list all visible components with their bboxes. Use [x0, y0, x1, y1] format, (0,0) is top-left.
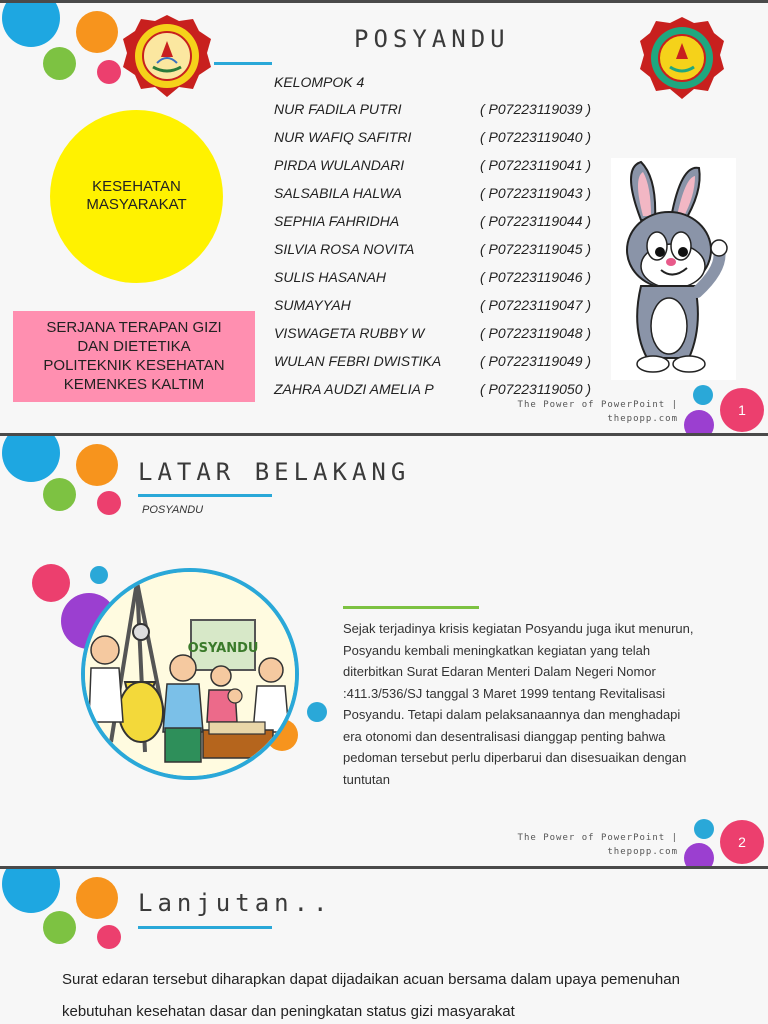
member-nim: ( P07223119045 ): [480, 241, 592, 257]
decor-dot-green: [43, 911, 76, 944]
member-nim: ( P07223119049 ): [480, 353, 592, 369]
member-nim: ( P07223119043 ): [480, 185, 592, 201]
slide-2-title: LATAR BELAKANG: [138, 458, 411, 486]
member-nim: ( P07223119044 ): [480, 213, 592, 229]
program-box: [13, 311, 255, 402]
program-line-2: DAN DIETETIKA: [77, 338, 191, 355]
decor-dot-cyan-tiny: [307, 702, 327, 722]
decor-dot-green: [43, 47, 76, 80]
member-nim: ( P07223119048 ): [480, 325, 592, 341]
decor-dot-pink: [97, 60, 121, 84]
decor-dot-cyan-small: [90, 566, 108, 584]
decor-dot-orange: [76, 444, 118, 486]
slide-2: [0, 433, 768, 866]
footer-line-2: thepopp.com: [607, 847, 678, 857]
program-line-1: SERJANA TERAPAN GIZI: [46, 319, 222, 336]
page-number: 1: [720, 388, 764, 432]
decor-dot-orange: [76, 11, 118, 53]
title-underline: [138, 494, 272, 497]
decor-dot-pink-large: [32, 564, 70, 602]
page-number: 2: [720, 820, 764, 864]
slide-2-subtitle: POSYANDU: [142, 504, 204, 516]
slide-3-body: Surat edaran tersebut diharapkan dapat dijadaikan acuan bersama dalam upaya pemenuhan kebutuhan kesehatan dasar dan peningkatan status gizi masyarakat: [62, 971, 680, 1020]
footer-line-1: The Power of PowerPoint |: [517, 833, 678, 843]
group-label: KELOMPOK 4: [274, 74, 365, 90]
member-name: SULIS HASANAH: [274, 269, 387, 285]
member-nim: ( P07223119041 ): [480, 157, 592, 173]
slide-1: [0, 0, 768, 433]
member-nim: ( P07223119050 ): [480, 381, 592, 397]
slide-3: [0, 866, 768, 1024]
institution-logo-right: [638, 15, 726, 103]
member-name: ZAHRA AUDZI AMELIA P: [274, 381, 434, 397]
institution-logo-left: [121, 13, 213, 99]
decor-dot-cyan: [2, 433, 60, 482]
faculty-circle: [50, 110, 223, 283]
title-underline: [214, 62, 272, 65]
program-line-3: POLITEKNIK KESEHATAN: [43, 357, 225, 374]
decor-dot-pink: [97, 925, 121, 949]
member-name: SALSABILA HALWA: [274, 185, 402, 201]
member-name: NUR WAFIQ SAFITRI: [274, 129, 412, 145]
member-name: NUR FADILA PUTRI: [274, 101, 402, 117]
slide-2-body: Sejak terjadinya krisis kegiatan Posyandu juga ikut menurun, Posyandu kembali meningkatkan kegiatan yang telah diterbitkan Surat Edaran Menteri Dalam Negeri Nomor :411.3/536/SJ tanggal 3 Maret 1999 tentang Revitalisasi Posyandu. Tetapi dalam pelaksanaannya dan menghadapi era otonomi dan desentralisasi dianggap penting bahwa pedoman tersebut perlu diperbarui dan disesuaikan dengan tuntutan: [343, 621, 694, 787]
footer-credit: [518, 398, 678, 426]
member-name: WULAN FEBRI DWISTIKA: [274, 353, 442, 369]
decor-dot-purple: [684, 843, 714, 866]
member-name: PIRDA WULANDARI: [274, 157, 405, 173]
program-line-4: KEMENKES KALTIM: [63, 376, 205, 393]
body-accent-line: [343, 606, 479, 609]
decor-dot-cyan: [2, 866, 60, 913]
title-underline: [138, 926, 272, 929]
decor-dot-pink: [97, 491, 121, 515]
faculty-line-1: KESEHATAN: [92, 178, 181, 195]
faculty-line-2: MASYARAKAT: [86, 196, 187, 213]
member-name: SEPHIA FAHRIDHA: [274, 213, 400, 229]
decor-dot-purple: [684, 410, 714, 433]
footer-line-1: The Power of PowerPoint |: [517, 400, 678, 410]
member-name: SUMAYYAH: [274, 297, 351, 313]
member-nim: ( P07223119047 ): [480, 297, 592, 313]
member-name: VISWAGETA RUBBY W: [274, 325, 425, 341]
member-nim: ( P07223119039 ): [480, 101, 592, 117]
decor-dot-cyan-small: [693, 385, 713, 405]
posyandu-illustration: [81, 568, 299, 780]
decor-dot-green: [43, 478, 76, 511]
decor-dot-cyan: [2, 0, 60, 47]
footer-credit: [518, 831, 678, 859]
member-name: SILVIA ROSA NOVITA: [274, 241, 415, 257]
member-nim: ( P07223119040 ): [480, 129, 592, 145]
posyandu-sign-text: OSYANDU: [187, 641, 259, 656]
decor-dot-orange: [76, 877, 118, 919]
bunny-illustration: [611, 158, 736, 380]
decor-dot-cyan-small: [694, 819, 714, 839]
member-nim: ( P07223119046 ): [480, 269, 592, 285]
slide-3-title: Lanjutan..: [138, 889, 333, 917]
footer-line-2: thepopp.com: [607, 414, 678, 424]
slide-1-title: POSYANDU: [354, 25, 510, 53]
